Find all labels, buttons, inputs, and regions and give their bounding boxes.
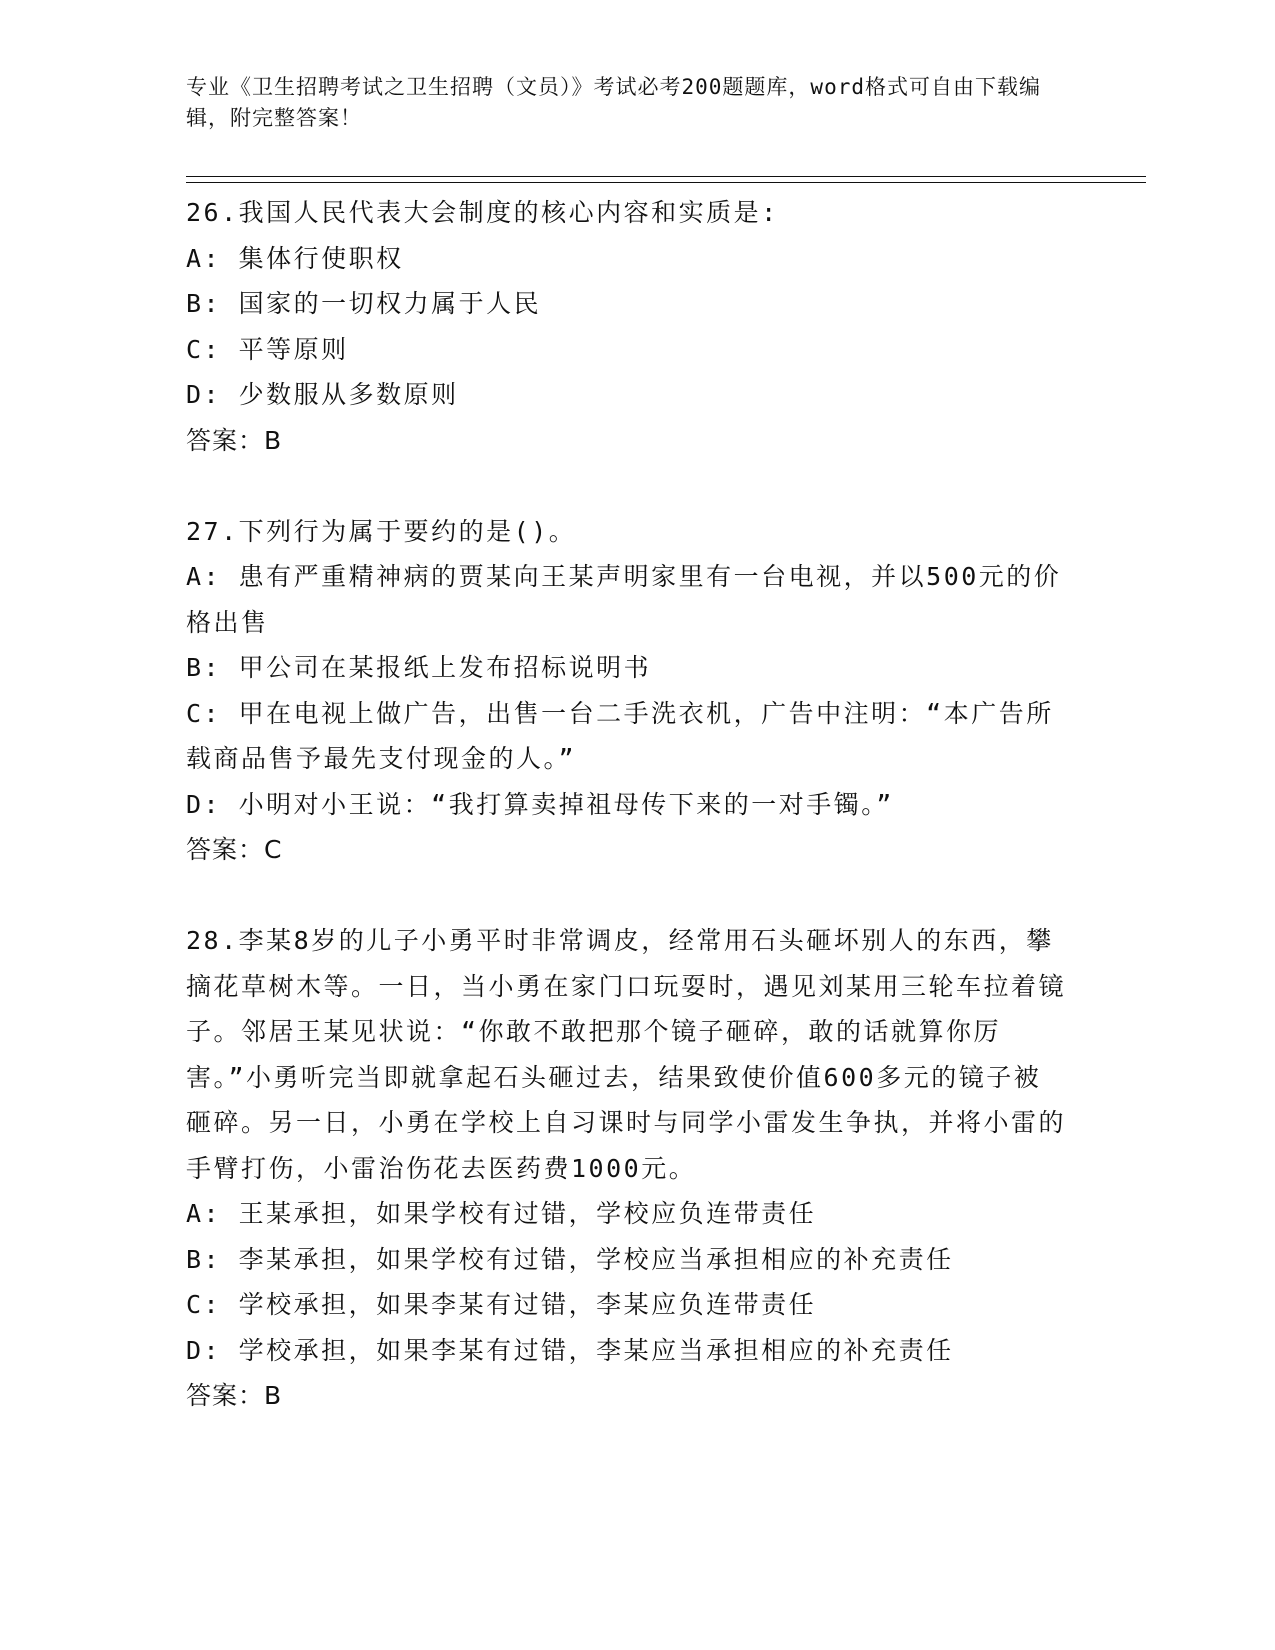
option-c: C: 学校承担，如果李某有过错，李某应负连带责任 <box>186 1290 817 1319</box>
question-list <box>186 190 1066 1419</box>
question-28 <box>186 918 1066 1419</box>
answer-label: 答案：B <box>186 1381 283 1410</box>
question-27 <box>186 509 1066 873</box>
question-spacer <box>186 873 1066 919</box>
option-a: A: 王某承担，如果学校有过错，学校应负连带责任 <box>186 1199 817 1228</box>
option-a: A: 患有严重精神病的贾某向王某声明家里有一台电视，并以500元的价格出售 <box>186 562 1062 637</box>
option-d: D: 学校承担，如果李某有过错，李某应当承担相应的补充责任 <box>186 1335 954 1365</box>
option-d: D: 少数服从多数原则 <box>186 380 459 409</box>
option-c: C: 甲在电视上做广告，出售一台二手洗衣机，广告中注明：“本广告所载商品售予最先支付现金的人。” <box>186 698 1054 773</box>
answer-label: 答案：B <box>186 425 283 455</box>
question-stem: 26.我国人民代表大会制度的核心内容和实质是: <box>186 198 779 227</box>
document-header: 专业《卫生招聘考试之卫生招聘（文员）》考试必考200题题库，word格式可自由下载编辑，附完整答案！ <box>186 75 1041 130</box>
option-b: B: 甲公司在某报纸上发布招标说明书 <box>186 653 652 682</box>
question-stem: 27.下列行为属于要约的是()。 <box>186 516 577 546</box>
header-rule-thick <box>186 182 1146 183</box>
question-spacer <box>186 463 1066 509</box>
question-stem: 28.李某8岁的儿子小勇平时非常调皮，经常用石头砸坏别人的东西，攀摘花草树木等。一日，当小勇在家门口玩耍时，遇见刘某用三轮车拉着镜子。邻居王某见状说：“你敢不敢把那个镜子砸碎，敢的话就算你厉害。”小勇听完当即就拿起石头砸过去，结果致使价值600多元的镜子被砸碎。另一日，小勇在学校上自习课时与同学小雷发生争执，并将小雷的手臂打伤，小雷治伤花去医药费1000元。 <box>186 926 1067 1183</box>
option-a: A: 集体行使职权 <box>186 243 404 273</box>
answer-label: 答案：C <box>186 835 283 864</box>
option-d: D: 小明对小王说：“我打算卖掉祖母传下来的一对手镯。” <box>186 789 894 819</box>
option-b: B: 国家的一切权力属于人民 <box>186 289 542 318</box>
option-c: C: 平等原则 <box>186 334 349 364</box>
header-rule-thin <box>186 176 1146 177</box>
question-26 <box>186 190 1066 463</box>
option-b: B: 李某承担，如果学校有过错，学校应当承担相应的补充责任 <box>186 1244 954 1274</box>
